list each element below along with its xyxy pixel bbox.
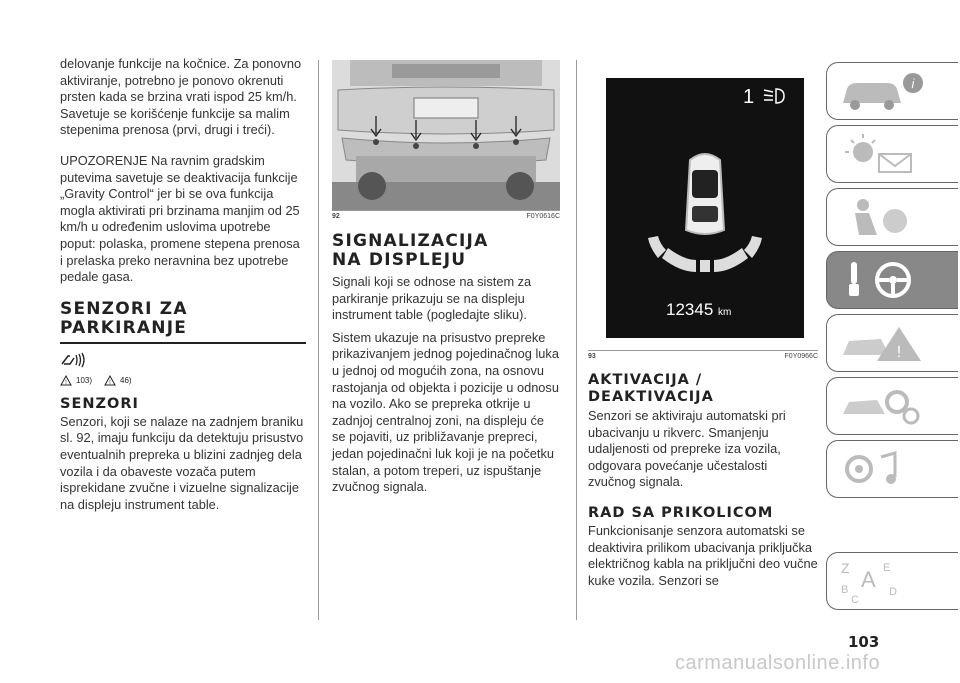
column-divider — [318, 60, 319, 620]
parking-sensor-symbol-icon — [60, 352, 306, 373]
figure-code: F0Y0616C — [526, 213, 560, 220]
section-heading-display-signals: SIGNALIZACIJA NA DISPLEJU — [332, 231, 489, 270]
svg-text:E: E — [883, 562, 891, 574]
figure-caption-92 — [332, 210, 560, 220]
figure-code: F0Y0966C — [784, 353, 818, 360]
heading-rule — [60, 342, 306, 344]
tab-emergency[interactable] — [826, 314, 958, 372]
caution-triangle-icon — [104, 375, 116, 386]
paragraph-warning: UPOZORENJE Na ravnim gradskim putevima savetuje se deaktivacija funkcije „Gravity Control“ jer bi se ova funkcija mogla aktivirati pri brzinama manjim od 25 km/h u određenim uslovima upotrebe poput: polaska, promene stepena prenosa i prelaska preko neravnina bez upotrebe pedale gasa. — [60, 152, 300, 285]
section-heading-activation: AKTIVACIJA / DEAKTIVACIJA — [588, 372, 714, 405]
paragraph-activation: Senzori se aktiviraju automatski pri ubacivanju u rikverc. Smanjenju udaljenosti od prepreke iza vozila, odgovara povećanje učestalosti zvučnog signala. — [588, 408, 786, 490]
subheading-sensors: SENZORI — [60, 395, 139, 412]
figure-caption-93 — [588, 350, 818, 360]
car-crash-warning-icon — [837, 321, 927, 365]
tab-starting-driving[interactable] — [826, 251, 958, 309]
svg-text:Z: Z — [841, 560, 850, 576]
gear-indicator: 1 — [743, 86, 755, 108]
tab-safety[interactable] — [826, 188, 958, 246]
figure-number: 92 — [332, 213, 340, 220]
section-heading-trailer: RAD SA PRIKOLICOM — [588, 504, 774, 521]
page-number: 103 — [848, 633, 880, 651]
odometer-value: 12345 km — [666, 300, 732, 319]
column-divider — [576, 60, 577, 620]
tab-vehicle-info[interactable] — [826, 62, 958, 120]
svg-text:D: D — [889, 586, 897, 598]
svg-text:A: A — [861, 567, 876, 592]
svg-text:!: ! — [109, 379, 111, 386]
paragraph-gravity-control: delovanje funkcije na kočnice. Za ponovno aktiviranje, potrebno je ponovo okrenuti prsten kada se brzina vrati ispod 25 km/h. Savetuje se korišćenje funkcije sa malim stepenima prenosa (prvi, drugi i treći). — [60, 56, 302, 138]
multimedia-icon — [837, 447, 927, 491]
tab-index[interactable] — [826, 552, 958, 610]
tab-maintenance[interactable] — [826, 377, 958, 435]
svg-text:!: ! — [65, 379, 67, 386]
caution-ref-46[interactable]: 46) — [120, 375, 132, 385]
warning-ref-103[interactable]: 103) — [76, 375, 93, 385]
car-info-icon — [837, 69, 927, 113]
paragraph-obstacle-detection: Sistem ukazuje na prisustvo prepreke prikazivanjem jednog pojedinačnog luka u jednoj od mogućih zona, na osnovu rastojanja od objekta i pozicije u odnosu na vozilo. Ako se prepreka otkrije u zadnjoj centralnoj zoni, na displeju će se pojaviti, uz približavanje prepreci, jedan pojedinačni luk koji je na početku stalan, a potom treperi, uz ispuštanje zvučnog signala. — [332, 329, 559, 495]
headlight-icon — [762, 86, 788, 106]
key-steering-wheel-icon — [837, 258, 927, 302]
column-middle — [332, 60, 560, 510]
figure-instrument-display — [588, 60, 818, 350]
figure-number: 93 — [588, 353, 596, 360]
seat-airbag-icon — [837, 195, 927, 239]
index-letters-icon — [837, 559, 927, 603]
column-right — [588, 60, 818, 603]
warning-triangle-icon — [60, 375, 72, 386]
svg-text:!: ! — [896, 344, 902, 361]
column-left — [60, 56, 306, 527]
maintenance-gears-icon — [837, 384, 927, 428]
paragraph-sensors: Senzori, koji se nalaze na zadnjem braniku sl. 92, imaju funkciju da detektuju prisustvo eventualnih prepreka u blizini zadnjeg dela vozila i da obaveste vozača putem isprekidane zvučne i vizuelne signalizacije na displeju instrument table. — [60, 413, 304, 512]
figure-rear-bumper — [332, 60, 560, 210]
paragraph-trailer: Funkcionisanje senzora automatski se deaktivira prilikom ubacivanja priključka električnog kabla na priključni deo vučne kuke vozila. Senzori se — [588, 522, 818, 588]
svg-text:C: C — [851, 594, 859, 603]
paragraph-display-signals: Signali koji se odnose na sistem za parkiranje prikazuju se na displeju instrument table (pogledajte sliku). — [332, 274, 532, 323]
svg-text:B: B — [841, 584, 849, 596]
warning-references — [60, 375, 306, 386]
watermark: carmanualsonline.info — [675, 652, 881, 674]
car-parking-zones-graphic — [606, 120, 804, 310]
section-heading-parking-sensors: SENZORI ZA PARKIRANJE — [60, 298, 188, 338]
lights-message-icon — [837, 132, 927, 176]
tab-multimedia[interactable] — [826, 440, 958, 498]
svg-text:i: i — [911, 76, 915, 91]
tab-lights-messages[interactable] — [826, 125, 958, 183]
